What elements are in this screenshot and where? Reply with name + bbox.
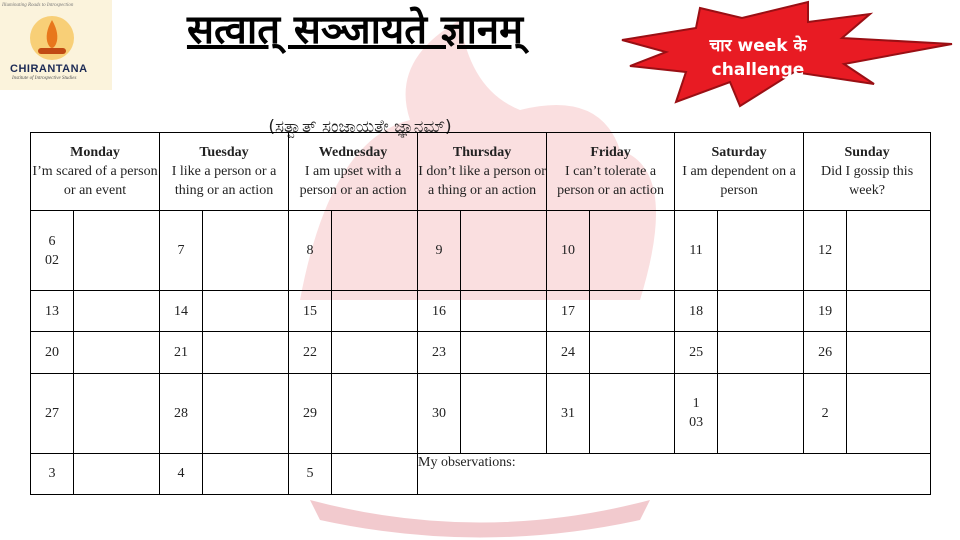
entry-cell[interactable] [718, 332, 804, 373]
entry-cell[interactable] [332, 211, 418, 291]
date-number-cell [804, 332, 847, 373]
week-row [31, 211, 931, 291]
logo-tagline: Institute of Introspective Studies [12, 76, 77, 81]
week-row [31, 453, 931, 494]
entry-cell[interactable] [847, 332, 931, 373]
date-number: 11 [689, 243, 703, 259]
date-number-cell [289, 291, 332, 332]
entry-cell[interactable] [461, 373, 547, 453]
header-row [31, 133, 931, 211]
logo-name: CHIRANTANA [10, 63, 88, 75]
entry-cell[interactable] [203, 453, 289, 494]
entry-cell[interactable] [332, 453, 418, 494]
day-header-friday: Friday I can’t tolerate a person or an action [547, 133, 675, 211]
date-number: 17 [561, 303, 576, 319]
date-number-cell [31, 291, 74, 332]
entry-cell[interactable] [461, 291, 547, 332]
entry-cell[interactable] [847, 211, 931, 291]
date-number-cell [289, 453, 332, 494]
date-number: 19 [818, 303, 833, 319]
date-number-cell [31, 211, 74, 291]
date-number-cell [675, 332, 718, 373]
entry-cell[interactable] [590, 332, 675, 373]
date-number: 21 [174, 344, 189, 360]
week-row [31, 291, 931, 332]
date-number-cell [418, 373, 461, 453]
date-number: 26 [818, 344, 833, 360]
date-number: 5 [306, 466, 314, 482]
entry-cell[interactable] [590, 373, 675, 453]
date-number-cell [804, 373, 847, 453]
date-number: 16 [432, 303, 447, 319]
logo-arc-text: Illuminating Roads to Introspection [2, 3, 74, 8]
entry-cell[interactable] [332, 291, 418, 332]
date-number: 9 [435, 243, 443, 259]
date-number: 22 [303, 344, 318, 360]
date-number: 10 [561, 243, 576, 259]
day-header-tuesday: Tuesday I like a person or a thing or an action [160, 133, 289, 211]
day-header-sunday: Sunday Did I gossip this week? [804, 133, 931, 211]
date-number-cell [675, 373, 718, 453]
entry-cell[interactable] [203, 332, 289, 373]
date-number-cell [547, 373, 590, 453]
date-number: 3 [48, 466, 56, 482]
day-header-wednesday: Wednesday I am upset with a person or an action [289, 133, 418, 211]
entry-cell[interactable] [461, 211, 547, 291]
page-title: सत्वात् सञ्जायते ज्ञानम् [186, 7, 524, 53]
entry-cell[interactable] [203, 373, 289, 453]
date-number: 20 [45, 344, 59, 360]
day-header-saturday: Saturday I am dependent on a person [675, 133, 804, 211]
entry-cell[interactable] [332, 332, 418, 373]
date-number-cell [675, 291, 718, 332]
date-number-cell [547, 332, 590, 373]
date-number-cell [31, 332, 74, 373]
date-number-cell [160, 211, 203, 291]
entry-cell[interactable] [74, 453, 160, 494]
date-number-cell [289, 332, 332, 373]
entry-cell[interactable] [332, 373, 418, 453]
entry-cell[interactable] [74, 373, 160, 453]
date-number-cell [160, 291, 203, 332]
entry-cell[interactable] [847, 373, 931, 453]
badge-line-1: चार week के [709, 36, 807, 56]
date-number: 13 [45, 303, 59, 319]
date-number-cell [418, 291, 461, 332]
entry-cell[interactable] [590, 291, 675, 332]
date-number-cell [418, 332, 461, 373]
date-number: 1 [692, 396, 700, 412]
day-header-monday: Monday I’m scared of a person or an event [31, 133, 160, 211]
chirantana-logo [0, 0, 112, 90]
entry-cell[interactable] [74, 291, 160, 332]
badge-line-2: challenge [711, 60, 805, 80]
date-number: 27 [45, 405, 59, 421]
date-number: 6 [48, 233, 56, 249]
date-number: 31 [561, 405, 576, 421]
date-number: 15 [303, 303, 318, 319]
entry-cell[interactable] [718, 373, 804, 453]
date-number: 03 [689, 415, 704, 431]
date-number-cell [804, 211, 847, 291]
challenge-badge-text [678, 34, 838, 82]
entry-cell[interactable] [847, 291, 931, 332]
date-number: 2 [821, 405, 829, 421]
date-number: 25 [689, 344, 704, 360]
entry-cell[interactable] [74, 211, 160, 291]
date-number-cell [160, 373, 203, 453]
date-number-cell [547, 211, 590, 291]
date-number: 4 [177, 466, 185, 482]
date-number: 02 [45, 252, 59, 268]
page-subtitle: (ಸತ್ವಾತ್ ಸಂಜಾಯತೇ ಜ್ಞಾನಮ್) [268, 117, 452, 137]
date-number: 7 [177, 243, 185, 259]
entry-cell[interactable] [590, 211, 675, 291]
date-number: 23 [432, 344, 447, 360]
week-row [31, 332, 931, 373]
weekly-tracker-table [30, 132, 931, 495]
day-header-thursday: Thursday I don’t like a person or a thing or an action [418, 133, 547, 211]
observations-cell[interactable] [418, 453, 931, 494]
observations-label: My observations: [418, 454, 516, 470]
entry-cell[interactable] [74, 332, 160, 373]
date-number: 30 [432, 405, 447, 421]
entry-cell[interactable] [461, 332, 547, 373]
date-number-cell [418, 211, 461, 291]
date-number-cell [289, 373, 332, 453]
date-number: 8 [306, 243, 314, 259]
date-number: 28 [174, 405, 189, 421]
entry-cell[interactable] [203, 211, 289, 291]
date-number-cell [160, 332, 203, 373]
entry-cell[interactable] [718, 291, 804, 332]
date-number-cell [804, 291, 847, 332]
date-number: 18 [689, 303, 704, 319]
date-number-cell [675, 211, 718, 291]
date-number: 24 [561, 344, 576, 360]
date-number-cell [547, 291, 590, 332]
week-row [31, 373, 931, 453]
date-number-cell [289, 211, 332, 291]
entry-cell[interactable] [203, 291, 289, 332]
date-number-cell [31, 373, 74, 453]
date-number: 12 [818, 243, 833, 259]
date-number: 29 [303, 405, 318, 421]
date-number-cell [160, 453, 203, 494]
entry-cell[interactable] [718, 211, 804, 291]
date-number-cell [31, 453, 74, 494]
date-number: 14 [174, 303, 189, 319]
